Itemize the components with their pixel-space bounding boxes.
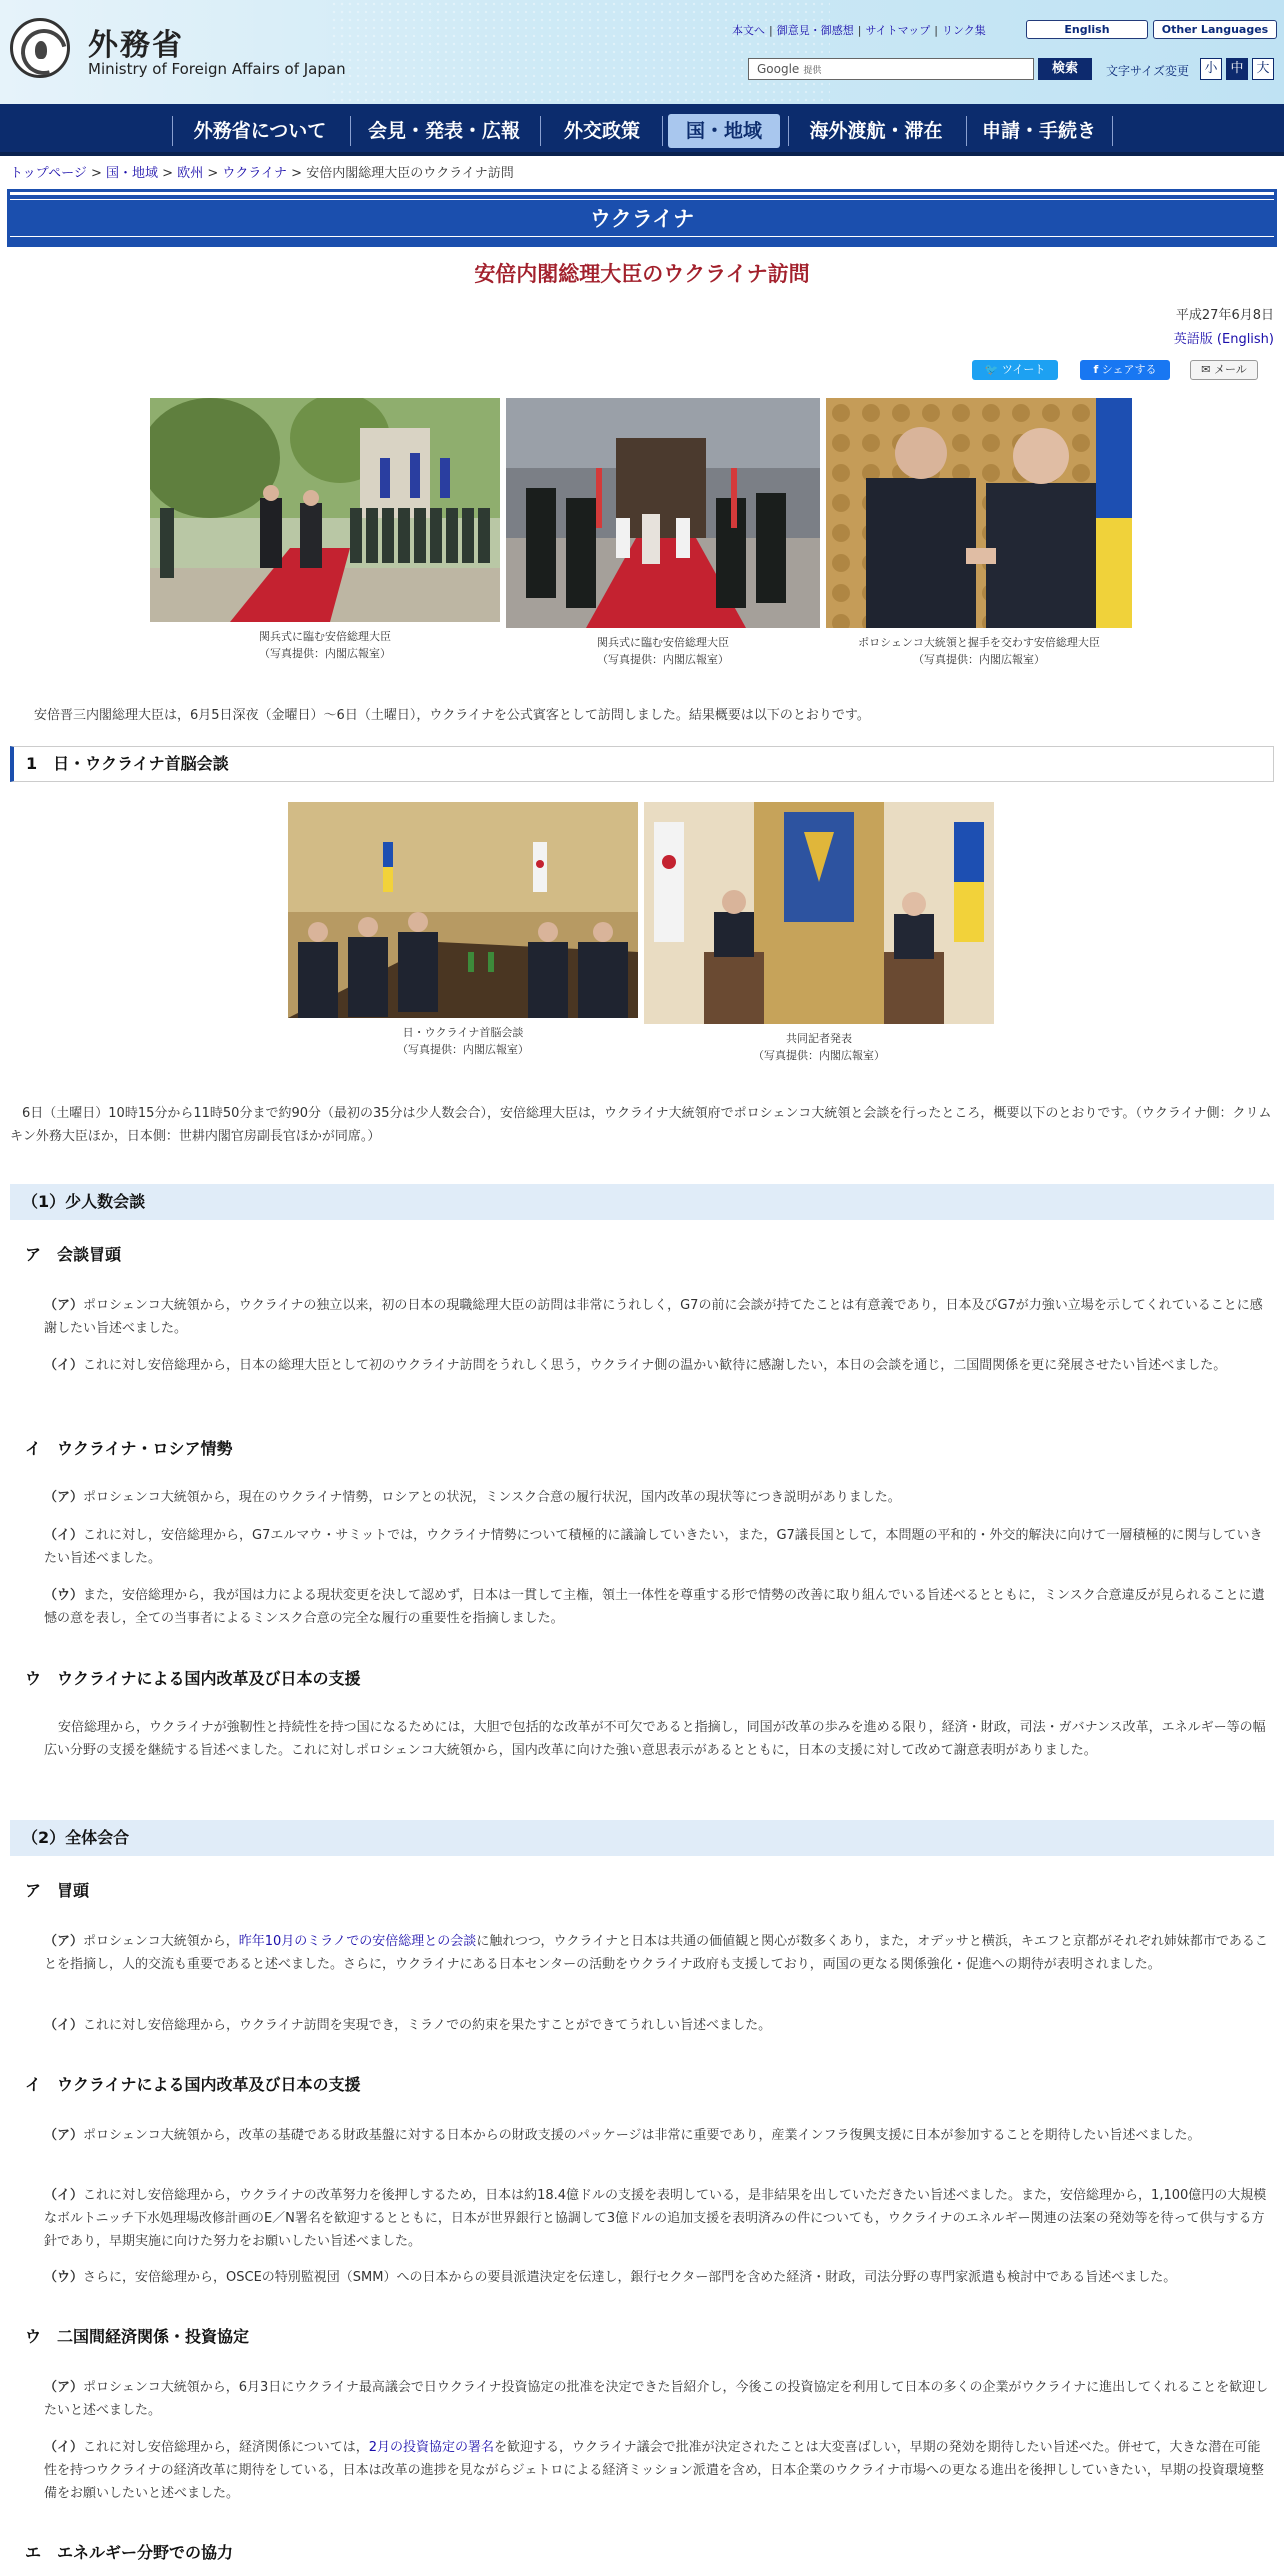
link-investment-agreement[interactable]: 2月の投資協定の署名	[368, 2440, 495, 2455]
item-2-b-a	[44, 2124, 1272, 2147]
nav-divider	[350, 116, 351, 146]
nav-divider	[788, 116, 789, 146]
item-text: ポロシェンコ大統領から，ウクライナの独立以来，初の日本の現職総理大臣の訪問は非常にうれしく，G7の前に会談が持てたことは有意義であり，日本及びG7が力強い立場を示してくれていることに感謝したい旨述べました。	[44, 1298, 1263, 1336]
subsection-plenary: （2）全体会合	[10, 1820, 1274, 1856]
heading-plenary-opening: ア 冒頭	[22, 1878, 89, 1901]
item-1-a-i	[44, 1354, 1272, 1377]
heading-energy: エ エネルギー分野での協力	[22, 2540, 233, 2563]
nav-press[interactable]: 会見・発表・広報	[367, 120, 520, 142]
twitter-icon: 🐦	[984, 363, 999, 376]
item-text: を歓迎する，ウクライナ議会で批准が決定されたことは大変喜ばしい，早期の発効を期待したい旨述べた。併せて，大きな潜在可能性を持つウクライナの経済改革に期待をしている，日本は改革の進捗を見ながらジェトロによる経済ミッション派遣を含め，日本企業のウクライナ市場への更なる進出を後押ししていきたい，早期の投資環境整備をお願いしたいと述べました。	[44, 2440, 1264, 2501]
item-2-a-a	[44, 1930, 1272, 1976]
heading-reform-support: ウ ウクライナによる国内改革及び日本の支援	[22, 1666, 361, 1689]
breadcrumb	[10, 162, 514, 181]
breadcrumb-ukraine[interactable]: ウクライナ	[222, 166, 288, 181]
heading-ukraine-russia: イ ウクライナ・ロシア情勢	[22, 1436, 233, 1459]
tweet-button[interactable]	[972, 360, 1058, 380]
other-languages-button[interactable]: Other Languages	[1153, 20, 1277, 39]
english-version-link[interactable]: 英語版 (English)	[1173, 332, 1274, 347]
caption-text: 関兵式に臨む安倍総理大臣	[259, 630, 391, 643]
meeting-summary: 6日（土曜日）10時15分から11時50分まで約90分（最初の35分は少人数会合），安倍総理大臣は，ウクライナ大統領府でポロシェンコ大統領と会談を行ったところ，概要以下のとおりです。（ウクライナ側：クリムキン外務大臣ほか，日本側：世耕内閣官房副長官ほかが同席。）	[10, 1106, 1272, 1144]
search-google-label: Google	[757, 62, 800, 76]
font-size-label: 文字サイズ変更	[1106, 64, 1190, 78]
search-provided-label: 提供	[803, 66, 822, 76]
item-mark: （イ）	[44, 1358, 84, 1373]
mail-button[interactable]	[1190, 360, 1258, 380]
facebook-icon: f	[1093, 363, 1099, 376]
heading-plenary-reform: イ ウクライナによる国内改革及び日本の支援	[22, 2072, 361, 2095]
mail-icon: ✉	[1201, 363, 1211, 376]
item-text: これに対し安倍総理から，ウクライナの改革努力を後押しするため，日本は約18.4億ドルの支援を表明している，是非結果を出していただきたい旨述べました。また，安倍総理から，1,100億円の大規模なボルトニッチ下水処理場改修計画のE／N署名を歓迎するとともに，日本が世界銀行と協調して3億ドルの追加支援を表明済みの件についても，ウクライナのエネルギー関連の法案の発効等を待って供与する方針であり，早期実施に向けた努力をお願いしたい旨述べました。	[44, 2188, 1267, 2249]
category-bar	[10, 192, 1274, 244]
item-2-c-i	[44, 2436, 1272, 2505]
photo-summit-meeting[interactable]	[288, 802, 638, 1018]
breadcrumb-top[interactable]: トップページ	[10, 166, 87, 181]
nav-divider	[966, 116, 967, 146]
link-milan-meeting[interactable]: 昨年10月のミラノでの安倍総理との会談	[238, 1934, 477, 1949]
item-mark: （ア）	[44, 1298, 84, 1313]
mofa-logo-icon[interactable]	[10, 18, 70, 78]
breadcrumb-sep: >	[158, 166, 178, 181]
item-text: これに対し，安倍総理から，G7エルマウ・サミットでは，ウクライナ情勢について積極的に議論していきたい，また，G7議長国として，本問題の平和的・外交的解決に向けて一層積極的に関与していきたい旨述べました。	[44, 1528, 1263, 1566]
item-text: また，安倍総理から，我が国は力による現状変更を決して認めず，日本は一貫して主権，領土一体性を尊重する形で情勢の改善に取り組んでいる旨述べるとともに，ミンスク合意違反が見られることに遺憾の意を表し，全ての当事者によるミンスク合意の完全な履行の重要性を指摘しました。	[44, 1588, 1265, 1626]
nav-divider	[662, 116, 663, 146]
item-text: に触れつつ，ウクライナと日本は共通の価値観と関心が数多くあり，また，オデッサと横浜，キエフと京都がそれぞれ姉妹都市であることを指摘し，人的交流も重要であると述べました。さらに，ウクライナにある日本センターの活動をウクライナ政府も支援しており，両国の更なる関係強化・促進への期待が表明されました。	[44, 1934, 1268, 1972]
nav-travel[interactable]: 海外渡航・滞在	[809, 120, 943, 142]
caption-credit: （写真提供：内閣広報室）	[397, 1043, 529, 1056]
item-mark: （イ）	[44, 2440, 84, 2455]
facebook-share-button[interactable]	[1080, 360, 1170, 380]
item-mark: （ア）	[44, 1934, 84, 1949]
photo-guard-inspection-1[interactable]	[150, 398, 500, 622]
publish-date: 平成27年6月8日	[1175, 308, 1274, 323]
item-1-b-a	[44, 1486, 1272, 1509]
nav-applications[interactable]: 申請・手続き	[981, 120, 1096, 142]
link-feedback[interactable]: 御意見・御感想	[776, 24, 854, 37]
breadcrumb-sep: >	[287, 166, 307, 181]
caption-text: 日・ウクライナ首脳会談	[402, 1026, 524, 1039]
caption-text: ポロシェンコ大統領と握手を交わす安倍総理大臣	[858, 636, 1100, 649]
photo-caption-1	[150, 628, 500, 662]
subsection-small-meeting: （1）少人数会談	[10, 1184, 1274, 1220]
world-map-background	[330, 0, 830, 104]
item-2-b-u	[44, 2266, 1272, 2289]
nav-about-mofa[interactable]: 外務省について	[193, 120, 327, 142]
item-mark: （ウ）	[44, 1588, 84, 1603]
mail-label: メール	[1213, 363, 1247, 376]
global-nav	[0, 104, 1284, 156]
intro-text: 安倍晋三内閣総理大臣は，6月5日深夜（金曜日）～6日（土曜日），ウクライナを公式賓客として訪問しました。結果概要は以下のとおりです。	[34, 708, 870, 723]
item-text: ポロシェンコ大統領から，6月3日にウクライナ最高議会で日ウクライナ投資協定の批准を決定できた旨紹介し，今後この投資協定を利用して日本の多くの企業がウクライナに進出してくれることを歓迎したいと述べました。	[44, 2380, 1269, 2418]
item-text: これに対し安倍総理から，経済関係については，	[83, 2440, 369, 2455]
english-button[interactable]: English	[1026, 20, 1148, 39]
item-text: ポロシェンコ大統領から，現在のウクライナ情勢，ロシアとの状況，ミンスク合意の履行状況，国内改革の現状等につき説明がありました。	[83, 1490, 901, 1505]
share-label: シェアする	[1101, 363, 1157, 376]
photo-handshake[interactable]	[826, 398, 1132, 628]
category-title: ウクライナ	[10, 199, 1274, 237]
site-header	[0, 0, 1284, 104]
caption-text: 関兵式に臨む安倍総理大臣	[597, 636, 729, 649]
nav-divider	[172, 116, 173, 146]
item-text: これに対し安倍総理から，日本の総理大臣として初のウクライナ訪問をうれしく思う，ウクライナ側の温かい歓待に感謝したい，本日の会談を通じ，二国間関係を更に発展させたい旨述べました。	[83, 1358, 1227, 1373]
nav-divider	[1112, 116, 1113, 146]
link-links[interactable]: リンク集	[941, 24, 986, 37]
item-mark: （イ）	[44, 1528, 84, 1543]
nav-foreign-policy[interactable]: 外交政策	[563, 120, 640, 142]
item-2-c-a	[44, 2376, 1272, 2422]
item-1-a-a	[44, 1294, 1272, 1340]
font-size-small-button[interactable]: 小	[1200, 58, 1222, 80]
breadcrumb-sep: >	[203, 166, 223, 181]
logo-japanese[interactable]: 外務省	[88, 28, 184, 63]
item-text: ポロシェンコ大統領から，	[83, 1934, 239, 1949]
breadcrumb-region[interactable]: 国・地域	[106, 166, 159, 181]
item-mark: （ア）	[44, 2128, 84, 2143]
item-mark: （ウ）	[44, 2270, 84, 2285]
font-size-medium-button[interactable]: 中	[1226, 58, 1248, 80]
utility-links: 本文へ | 御意見・御感想 | サイトマップ | リンク集	[732, 24, 986, 37]
item-1-b-i	[44, 1524, 1272, 1570]
caption-credit: （写真提供：内閣広報室）	[753, 1049, 885, 1062]
link-main-content[interactable]: 本文へ	[732, 24, 765, 37]
caption-credit: （写真提供：内閣広報室）	[597, 653, 729, 666]
item-2-a-i	[44, 2014, 1272, 2037]
item-1-c-text: 安倍総理から，ウクライナが強靭性と持続性を持つ国になるためには，大胆で包括的な改革が不可欠であると指摘し，同国が改革の歩みを進める限り，経済・財政，司法・ガバナンス改革，エネルギー等の幅広い分野の支援を継続する旨述べました。これに対しポロシェンコ大統領から，国内改革に向けた強い意思表示があるとともに，日本の支援に対して改めて謝意表明がありました。	[44, 1720, 1266, 1758]
caption-text: 共同記者発表	[786, 1032, 852, 1045]
search-button[interactable]: 検索	[1038, 58, 1092, 80]
item-text: ポロシェンコ大統領から，改革の基礎である財政基盤に対する日本からの財政支援のパッケージは非常に重要であり，産業インフラ復興支援に日本が参加することを期待したい旨述べました。	[83, 2128, 1201, 2143]
breadcrumb-current: 安倍内閣総理大臣のウクライナ訪問	[306, 166, 514, 181]
tweet-label: ツイート	[1001, 363, 1046, 376]
nav-countries-regions[interactable]: 国・地域	[668, 114, 780, 148]
breadcrumb-sep: >	[86, 166, 107, 181]
item-1-b-u	[44, 1584, 1272, 1630]
heading-opening: ア 会談冒頭	[22, 1242, 121, 1265]
section-1-heading: 1 日・ウクライナ首脳会談	[10, 746, 1274, 782]
item-mark: （イ）	[44, 2188, 84, 2203]
search-input[interactable]	[748, 58, 1034, 80]
item-mark: （ア）	[44, 2380, 84, 2395]
font-size-large-button[interactable]: 大	[1252, 58, 1274, 80]
photo-caption-5	[644, 1030, 994, 1064]
item-2-b-i	[44, 2184, 1272, 2253]
breadcrumb-europe[interactable]: 欧州	[177, 166, 204, 181]
photo-joint-press[interactable]	[644, 802, 994, 1024]
link-sitemap[interactable]: サイトマップ	[865, 24, 931, 37]
caption-credit: （写真提供：内閣広報室）	[913, 653, 1045, 666]
heading-economic-relations: ウ 二国間経済関係・投資協定	[22, 2324, 249, 2347]
logo-english[interactable]: Ministry of Foreign Affairs of Japan	[88, 60, 346, 78]
item-mark: （イ）	[44, 2018, 84, 2033]
nav-divider	[540, 116, 541, 146]
photo-caption-4	[288, 1024, 638, 1058]
caption-credit: （写真提供：内閣広報室）	[259, 647, 391, 660]
page-title: 安倍内閣総理大臣のウクライナ訪問	[474, 262, 810, 286]
item-text: さらに，安倍総理から，OSCEの特別監視団（SMM）への日本からの要員派遣決定を伝達し，銀行セクター部門を含めた経済・財政，司法分野の専門家派遣も検討中である旨述べました。	[83, 2270, 1177, 2285]
item-mark: （ア）	[44, 1490, 84, 1505]
item-text: これに対し安倍総理から，ウクライナ訪問を実現でき，ミラノでの約束を果たすことができてうれしい旨述べました。	[83, 2018, 772, 2033]
photo-caption-2	[506, 634, 820, 668]
photo-guard-inspection-2[interactable]	[506, 398, 820, 628]
photo-caption-3	[826, 634, 1132, 668]
